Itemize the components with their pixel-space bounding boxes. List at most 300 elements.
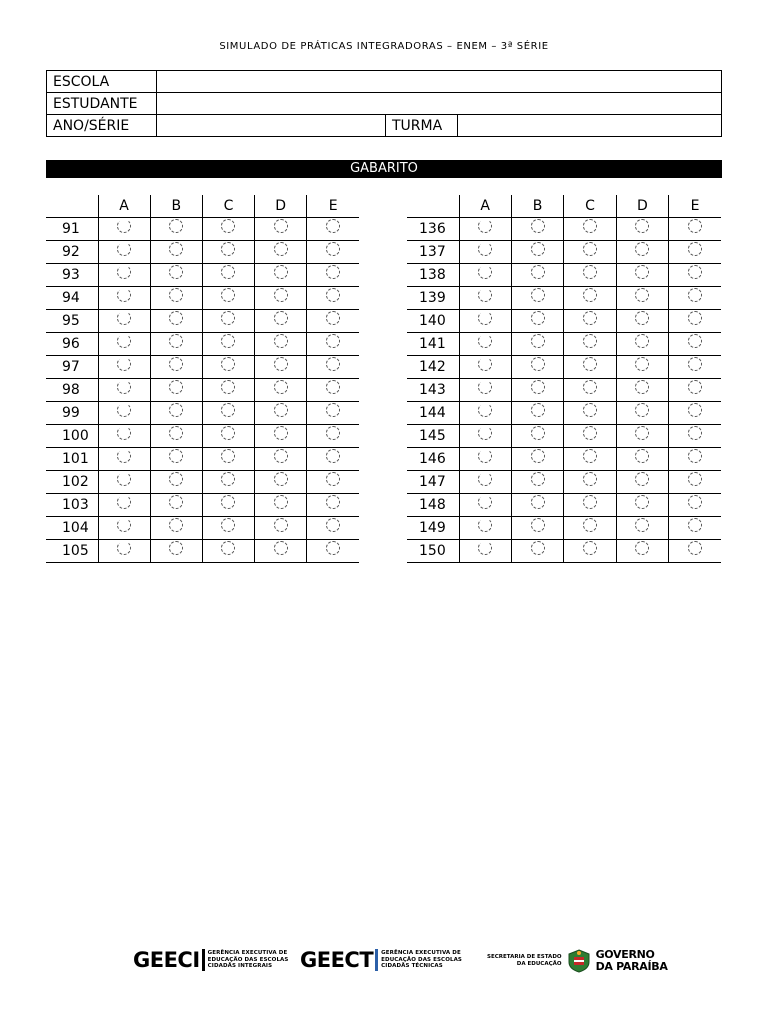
answer-bubble-icon[interactable] bbox=[583, 265, 597, 279]
answer-bubble-icon[interactable] bbox=[531, 472, 545, 486]
answer-bubble-icon[interactable] bbox=[274, 380, 288, 394]
answer-bubble-icon[interactable] bbox=[169, 403, 183, 417]
answer-cell-a[interactable] bbox=[459, 287, 511, 310]
answer-bubble-icon[interactable] bbox=[221, 472, 235, 486]
answer-cell-b[interactable] bbox=[150, 402, 202, 425]
answer-cell-c[interactable] bbox=[564, 287, 616, 310]
answer-bubble-icon[interactable] bbox=[531, 357, 545, 371]
answer-bubble-icon[interactable] bbox=[583, 449, 597, 463]
ano-serie-field[interactable] bbox=[157, 115, 386, 137]
answer-bubble-icon[interactable] bbox=[583, 242, 597, 256]
answer-cell-d[interactable] bbox=[255, 379, 307, 402]
turma-field[interactable] bbox=[458, 115, 722, 137]
answer-bubble-icon[interactable] bbox=[117, 334, 131, 348]
answer-bubble-icon[interactable] bbox=[583, 426, 597, 440]
answer-bubble-icon[interactable] bbox=[274, 426, 288, 440]
answer-bubble-icon[interactable] bbox=[221, 357, 235, 371]
answer-bubble-icon[interactable] bbox=[169, 242, 183, 256]
answer-bubble-icon[interactable] bbox=[635, 311, 649, 325]
answer-bubble-icon[interactable] bbox=[478, 219, 492, 233]
answer-bubble-icon[interactable] bbox=[635, 288, 649, 302]
answer-bubble-icon[interactable] bbox=[635, 242, 649, 256]
answer-bubble-icon[interactable] bbox=[169, 311, 183, 325]
answer-cell-c[interactable] bbox=[202, 425, 254, 448]
answer-bubble-icon[interactable] bbox=[221, 311, 235, 325]
answer-bubble-icon[interactable] bbox=[169, 219, 183, 233]
answer-bubble-icon[interactable] bbox=[221, 541, 235, 555]
answer-cell-b[interactable] bbox=[150, 425, 202, 448]
answer-bubble-icon[interactable] bbox=[531, 265, 545, 279]
answer-bubble-icon[interactable] bbox=[478, 449, 492, 463]
answer-bubble-icon[interactable] bbox=[117, 265, 131, 279]
answer-bubble-icon[interactable] bbox=[274, 219, 288, 233]
answer-cell-b[interactable] bbox=[511, 241, 563, 264]
answer-bubble-icon[interactable] bbox=[117, 426, 131, 440]
answer-cell-b[interactable] bbox=[150, 517, 202, 540]
answer-cell-c[interactable] bbox=[564, 310, 616, 333]
answer-bubble-icon[interactable] bbox=[583, 311, 597, 325]
answer-cell-d[interactable] bbox=[616, 310, 668, 333]
answer-bubble-icon[interactable] bbox=[583, 219, 597, 233]
answer-bubble-icon[interactable] bbox=[478, 518, 492, 532]
answer-bubble-icon[interactable] bbox=[478, 311, 492, 325]
answer-bubble-icon[interactable] bbox=[531, 541, 545, 555]
answer-cell-e[interactable] bbox=[307, 379, 359, 402]
answer-bubble-icon[interactable] bbox=[326, 518, 340, 532]
answer-cell-b[interactable] bbox=[511, 540, 563, 563]
answer-bubble-icon[interactable] bbox=[688, 334, 702, 348]
answer-cell-a[interactable] bbox=[98, 494, 150, 517]
answer-bubble-icon[interactable] bbox=[478, 541, 492, 555]
answer-cell-b[interactable] bbox=[511, 425, 563, 448]
answer-bubble-icon[interactable] bbox=[117, 472, 131, 486]
answer-bubble-icon[interactable] bbox=[478, 426, 492, 440]
answer-cell-b[interactable] bbox=[511, 310, 563, 333]
answer-cell-c[interactable] bbox=[564, 264, 616, 287]
answer-bubble-icon[interactable] bbox=[169, 449, 183, 463]
answer-cell-e[interactable] bbox=[669, 425, 721, 448]
answer-cell-d[interactable] bbox=[255, 448, 307, 471]
answer-bubble-icon[interactable] bbox=[635, 472, 649, 486]
answer-bubble-icon[interactable] bbox=[221, 334, 235, 348]
answer-cell-a[interactable] bbox=[98, 402, 150, 425]
answer-bubble-icon[interactable] bbox=[117, 541, 131, 555]
answer-cell-e[interactable] bbox=[307, 425, 359, 448]
answer-cell-d[interactable] bbox=[255, 494, 307, 517]
answer-bubble-icon[interactable] bbox=[635, 495, 649, 509]
answer-cell-b[interactable] bbox=[150, 540, 202, 563]
answer-bubble-icon[interactable] bbox=[478, 380, 492, 394]
answer-bubble-icon[interactable] bbox=[688, 449, 702, 463]
answer-bubble-icon[interactable] bbox=[221, 242, 235, 256]
answer-cell-c[interactable] bbox=[202, 540, 254, 563]
answer-bubble-icon[interactable] bbox=[688, 472, 702, 486]
answer-cell-c[interactable] bbox=[564, 402, 616, 425]
answer-bubble-icon[interactable] bbox=[326, 288, 340, 302]
answer-cell-b[interactable] bbox=[511, 448, 563, 471]
answer-cell-a[interactable] bbox=[459, 356, 511, 379]
answer-bubble-icon[interactable] bbox=[531, 426, 545, 440]
answer-cell-b[interactable] bbox=[150, 356, 202, 379]
answer-cell-a[interactable] bbox=[98, 241, 150, 264]
answer-cell-d[interactable] bbox=[616, 402, 668, 425]
answer-bubble-icon[interactable] bbox=[531, 219, 545, 233]
answer-cell-a[interactable] bbox=[459, 540, 511, 563]
answer-bubble-icon[interactable] bbox=[531, 518, 545, 532]
answer-cell-a[interactable] bbox=[98, 310, 150, 333]
answer-bubble-icon[interactable] bbox=[326, 311, 340, 325]
answer-cell-c[interactable] bbox=[202, 471, 254, 494]
answer-bubble-icon[interactable] bbox=[688, 219, 702, 233]
answer-cell-b[interactable] bbox=[150, 471, 202, 494]
answer-bubble-icon[interactable] bbox=[635, 541, 649, 555]
answer-bubble-icon[interactable] bbox=[221, 518, 235, 532]
answer-cell-d[interactable] bbox=[616, 356, 668, 379]
answer-cell-d[interactable] bbox=[616, 379, 668, 402]
answer-cell-a[interactable] bbox=[459, 333, 511, 356]
answer-cell-b[interactable] bbox=[511, 333, 563, 356]
answer-bubble-icon[interactable] bbox=[478, 403, 492, 417]
answer-cell-e[interactable] bbox=[669, 471, 721, 494]
answer-bubble-icon[interactable] bbox=[117, 380, 131, 394]
answer-cell-a[interactable] bbox=[98, 471, 150, 494]
answer-cell-b[interactable] bbox=[511, 494, 563, 517]
answer-cell-b[interactable] bbox=[150, 333, 202, 356]
answer-bubble-icon[interactable] bbox=[635, 426, 649, 440]
answer-bubble-icon[interactable] bbox=[274, 334, 288, 348]
answer-bubble-icon[interactable] bbox=[117, 288, 131, 302]
answer-cell-c[interactable] bbox=[202, 264, 254, 287]
answer-cell-b[interactable] bbox=[511, 287, 563, 310]
answer-cell-c[interactable] bbox=[564, 517, 616, 540]
answer-cell-c[interactable] bbox=[202, 379, 254, 402]
answer-cell-b[interactable] bbox=[511, 356, 563, 379]
answer-cell-a[interactable] bbox=[98, 517, 150, 540]
answer-bubble-icon[interactable] bbox=[326, 541, 340, 555]
answer-cell-a[interactable] bbox=[98, 287, 150, 310]
answer-cell-d[interactable] bbox=[255, 264, 307, 287]
answer-cell-b[interactable] bbox=[511, 402, 563, 425]
answer-bubble-icon[interactable] bbox=[635, 265, 649, 279]
answer-bubble-icon[interactable] bbox=[583, 288, 597, 302]
answer-cell-d[interactable] bbox=[616, 425, 668, 448]
answer-cell-e[interactable] bbox=[669, 356, 721, 379]
answer-cell-c[interactable] bbox=[564, 448, 616, 471]
answer-cell-d[interactable] bbox=[616, 218, 668, 241]
answer-cell-c[interactable] bbox=[564, 471, 616, 494]
answer-cell-e[interactable] bbox=[669, 517, 721, 540]
answer-cell-c[interactable] bbox=[202, 356, 254, 379]
answer-cell-c[interactable] bbox=[564, 379, 616, 402]
answer-cell-e[interactable] bbox=[669, 218, 721, 241]
answer-cell-a[interactable] bbox=[459, 471, 511, 494]
answer-cell-a[interactable] bbox=[459, 402, 511, 425]
answer-bubble-icon[interactable] bbox=[326, 380, 340, 394]
answer-cell-e[interactable] bbox=[307, 241, 359, 264]
answer-cell-c[interactable] bbox=[564, 218, 616, 241]
answer-bubble-icon[interactable] bbox=[117, 449, 131, 463]
answer-cell-a[interactable] bbox=[98, 425, 150, 448]
answer-bubble-icon[interactable] bbox=[688, 311, 702, 325]
answer-bubble-icon[interactable] bbox=[117, 219, 131, 233]
answer-bubble-icon[interactable] bbox=[169, 357, 183, 371]
answer-cell-e[interactable] bbox=[307, 471, 359, 494]
answer-cell-c[interactable] bbox=[202, 333, 254, 356]
answer-cell-c[interactable] bbox=[564, 540, 616, 563]
answer-bubble-icon[interactable] bbox=[117, 518, 131, 532]
answer-bubble-icon[interactable] bbox=[635, 219, 649, 233]
answer-bubble-icon[interactable] bbox=[326, 265, 340, 279]
answer-bubble-icon[interactable] bbox=[478, 265, 492, 279]
answer-cell-a[interactable] bbox=[459, 517, 511, 540]
answer-cell-a[interactable] bbox=[459, 218, 511, 241]
answer-bubble-icon[interactable] bbox=[583, 403, 597, 417]
answer-bubble-icon[interactable] bbox=[221, 403, 235, 417]
escola-field[interactable] bbox=[157, 71, 722, 93]
answer-cell-e[interactable] bbox=[669, 494, 721, 517]
answer-bubble-icon[interactable] bbox=[274, 288, 288, 302]
answer-cell-b[interactable] bbox=[150, 287, 202, 310]
answer-cell-d[interactable] bbox=[255, 333, 307, 356]
answer-bubble-icon[interactable] bbox=[326, 495, 340, 509]
answer-bubble-icon[interactable] bbox=[478, 472, 492, 486]
answer-bubble-icon[interactable] bbox=[688, 426, 702, 440]
answer-bubble-icon[interactable] bbox=[531, 311, 545, 325]
answer-cell-d[interactable] bbox=[616, 287, 668, 310]
answer-bubble-icon[interactable] bbox=[583, 495, 597, 509]
answer-cell-c[interactable] bbox=[202, 218, 254, 241]
answer-cell-b[interactable] bbox=[150, 379, 202, 402]
answer-cell-b[interactable] bbox=[511, 517, 563, 540]
answer-bubble-icon[interactable] bbox=[169, 288, 183, 302]
answer-cell-d[interactable] bbox=[616, 264, 668, 287]
answer-cell-a[interactable] bbox=[459, 241, 511, 264]
answer-cell-e[interactable] bbox=[307, 310, 359, 333]
answer-cell-d[interactable] bbox=[616, 494, 668, 517]
answer-bubble-icon[interactable] bbox=[326, 403, 340, 417]
answer-bubble-icon[interactable] bbox=[274, 265, 288, 279]
answer-bubble-icon[interactable] bbox=[274, 541, 288, 555]
answer-cell-b[interactable] bbox=[150, 241, 202, 264]
answer-cell-a[interactable] bbox=[459, 494, 511, 517]
answer-cell-d[interactable] bbox=[616, 241, 668, 264]
answer-cell-c[interactable] bbox=[564, 241, 616, 264]
answer-cell-b[interactable] bbox=[150, 310, 202, 333]
answer-bubble-icon[interactable] bbox=[117, 311, 131, 325]
answer-bubble-icon[interactable] bbox=[169, 334, 183, 348]
answer-bubble-icon[interactable] bbox=[117, 403, 131, 417]
answer-bubble-icon[interactable] bbox=[117, 357, 131, 371]
answer-cell-c[interactable] bbox=[564, 333, 616, 356]
answer-cell-e[interactable] bbox=[307, 448, 359, 471]
answer-bubble-icon[interactable] bbox=[478, 495, 492, 509]
answer-cell-e[interactable] bbox=[669, 402, 721, 425]
answer-cell-c[interactable] bbox=[564, 425, 616, 448]
answer-cell-e[interactable] bbox=[307, 218, 359, 241]
answer-cell-b[interactable] bbox=[150, 494, 202, 517]
answer-bubble-icon[interactable] bbox=[274, 518, 288, 532]
answer-cell-a[interactable] bbox=[459, 425, 511, 448]
answer-bubble-icon[interactable] bbox=[169, 380, 183, 394]
answer-cell-a[interactable] bbox=[459, 448, 511, 471]
answer-bubble-icon[interactable] bbox=[274, 311, 288, 325]
answer-cell-e[interactable] bbox=[307, 517, 359, 540]
answer-cell-c[interactable] bbox=[202, 310, 254, 333]
answer-bubble-icon[interactable] bbox=[326, 472, 340, 486]
answer-cell-a[interactable] bbox=[459, 310, 511, 333]
answer-cell-b[interactable] bbox=[150, 218, 202, 241]
answer-cell-c[interactable] bbox=[202, 448, 254, 471]
answer-bubble-icon[interactable] bbox=[688, 403, 702, 417]
answer-cell-e[interactable] bbox=[307, 264, 359, 287]
answer-cell-a[interactable] bbox=[98, 379, 150, 402]
answer-cell-d[interactable] bbox=[616, 471, 668, 494]
answer-bubble-icon[interactable] bbox=[478, 242, 492, 256]
answer-bubble-icon[interactable] bbox=[326, 219, 340, 233]
answer-bubble-icon[interactable] bbox=[274, 449, 288, 463]
answer-bubble-icon[interactable] bbox=[221, 219, 235, 233]
answer-cell-e[interactable] bbox=[669, 333, 721, 356]
answer-cell-b[interactable] bbox=[511, 264, 563, 287]
answer-bubble-icon[interactable] bbox=[688, 357, 702, 371]
answer-bubble-icon[interactable] bbox=[531, 495, 545, 509]
answer-cell-a[interactable] bbox=[98, 218, 150, 241]
answer-cell-e[interactable] bbox=[307, 494, 359, 517]
answer-cell-d[interactable] bbox=[616, 517, 668, 540]
answer-cell-d[interactable] bbox=[255, 310, 307, 333]
answer-bubble-icon[interactable] bbox=[635, 518, 649, 532]
answer-cell-e[interactable] bbox=[307, 333, 359, 356]
answer-bubble-icon[interactable] bbox=[274, 403, 288, 417]
answer-bubble-icon[interactable] bbox=[169, 472, 183, 486]
answer-cell-b[interactable] bbox=[511, 471, 563, 494]
answer-bubble-icon[interactable] bbox=[688, 495, 702, 509]
answer-cell-c[interactable] bbox=[202, 287, 254, 310]
answer-bubble-icon[interactable] bbox=[583, 334, 597, 348]
answer-cell-e[interactable] bbox=[307, 540, 359, 563]
answer-bubble-icon[interactable] bbox=[326, 357, 340, 371]
answer-cell-e[interactable] bbox=[669, 287, 721, 310]
answer-cell-a[interactable] bbox=[98, 333, 150, 356]
answer-cell-b[interactable] bbox=[511, 379, 563, 402]
answer-cell-c[interactable] bbox=[202, 402, 254, 425]
answer-cell-d[interactable] bbox=[616, 333, 668, 356]
answer-bubble-icon[interactable] bbox=[274, 242, 288, 256]
answer-bubble-icon[interactable] bbox=[531, 380, 545, 394]
answer-cell-e[interactable] bbox=[669, 379, 721, 402]
answer-cell-c[interactable] bbox=[202, 241, 254, 264]
answer-cell-a[interactable] bbox=[98, 356, 150, 379]
answer-bubble-icon[interactable] bbox=[221, 265, 235, 279]
answer-bubble-icon[interactable] bbox=[688, 242, 702, 256]
answer-bubble-icon[interactable] bbox=[583, 472, 597, 486]
answer-cell-c[interactable] bbox=[202, 494, 254, 517]
answer-cell-d[interactable] bbox=[616, 448, 668, 471]
answer-cell-a[interactable] bbox=[98, 264, 150, 287]
answer-bubble-icon[interactable] bbox=[221, 288, 235, 302]
answer-bubble-icon[interactable] bbox=[688, 518, 702, 532]
answer-bubble-icon[interactable] bbox=[635, 380, 649, 394]
answer-cell-d[interactable] bbox=[255, 356, 307, 379]
answer-cell-d[interactable] bbox=[255, 287, 307, 310]
answer-bubble-icon[interactable] bbox=[169, 541, 183, 555]
answer-cell-b[interactable] bbox=[511, 218, 563, 241]
answer-cell-a[interactable] bbox=[459, 264, 511, 287]
answer-bubble-icon[interactable] bbox=[635, 403, 649, 417]
estudante-field[interactable] bbox=[157, 93, 722, 115]
answer-cell-e[interactable] bbox=[669, 448, 721, 471]
answer-cell-d[interactable] bbox=[255, 402, 307, 425]
answer-cell-d[interactable] bbox=[255, 241, 307, 264]
answer-bubble-icon[interactable] bbox=[478, 334, 492, 348]
answer-bubble-icon[interactable] bbox=[635, 334, 649, 348]
answer-bubble-icon[interactable] bbox=[169, 518, 183, 532]
answer-bubble-icon[interactable] bbox=[117, 242, 131, 256]
answer-bubble-icon[interactable] bbox=[274, 495, 288, 509]
answer-cell-d[interactable] bbox=[255, 425, 307, 448]
answer-bubble-icon[interactable] bbox=[221, 426, 235, 440]
answer-bubble-icon[interactable] bbox=[583, 541, 597, 555]
answer-bubble-icon[interactable] bbox=[583, 518, 597, 532]
answer-bubble-icon[interactable] bbox=[688, 288, 702, 302]
answer-cell-e[interactable] bbox=[669, 310, 721, 333]
answer-cell-b[interactable] bbox=[150, 264, 202, 287]
answer-bubble-icon[interactable] bbox=[531, 288, 545, 302]
answer-cell-d[interactable] bbox=[255, 471, 307, 494]
answer-bubble-icon[interactable] bbox=[688, 541, 702, 555]
answer-bubble-icon[interactable] bbox=[274, 472, 288, 486]
answer-bubble-icon[interactable] bbox=[478, 288, 492, 302]
answer-bubble-icon[interactable] bbox=[478, 357, 492, 371]
answer-bubble-icon[interactable] bbox=[688, 380, 702, 394]
answer-bubble-icon[interactable] bbox=[326, 449, 340, 463]
answer-bubble-icon[interactable] bbox=[583, 380, 597, 394]
answer-bubble-icon[interactable] bbox=[583, 357, 597, 371]
answer-bubble-icon[interactable] bbox=[326, 426, 340, 440]
answer-cell-d[interactable] bbox=[255, 517, 307, 540]
answer-cell-d[interactable] bbox=[255, 540, 307, 563]
answer-cell-c[interactable] bbox=[564, 494, 616, 517]
answer-cell-e[interactable] bbox=[669, 540, 721, 563]
answer-bubble-icon[interactable] bbox=[531, 403, 545, 417]
answer-cell-c[interactable] bbox=[202, 517, 254, 540]
answer-bubble-icon[interactable] bbox=[169, 495, 183, 509]
answer-cell-c[interactable] bbox=[564, 356, 616, 379]
answer-cell-e[interactable] bbox=[307, 402, 359, 425]
answer-bubble-icon[interactable] bbox=[117, 495, 131, 509]
answer-bubble-icon[interactable] bbox=[326, 242, 340, 256]
answer-cell-b[interactable] bbox=[150, 448, 202, 471]
answer-cell-a[interactable] bbox=[459, 379, 511, 402]
answer-cell-d[interactable] bbox=[616, 540, 668, 563]
answer-bubble-icon[interactable] bbox=[531, 242, 545, 256]
answer-cell-e[interactable] bbox=[307, 287, 359, 310]
answer-bubble-icon[interactable] bbox=[531, 449, 545, 463]
answer-bubble-icon[interactable] bbox=[169, 426, 183, 440]
answer-bubble-icon[interactable] bbox=[221, 495, 235, 509]
answer-bubble-icon[interactable] bbox=[221, 449, 235, 463]
answer-bubble-icon[interactable] bbox=[531, 334, 545, 348]
answer-bubble-icon[interactable] bbox=[688, 265, 702, 279]
answer-bubble-icon[interactable] bbox=[169, 265, 183, 279]
answer-cell-e[interactable] bbox=[669, 264, 721, 287]
answer-cell-a[interactable] bbox=[98, 448, 150, 471]
answer-cell-e[interactable] bbox=[669, 241, 721, 264]
answer-cell-a[interactable] bbox=[98, 540, 150, 563]
answer-cell-d[interactable] bbox=[255, 218, 307, 241]
answer-bubble-icon[interactable] bbox=[274, 357, 288, 371]
answer-cell-e[interactable] bbox=[307, 356, 359, 379]
